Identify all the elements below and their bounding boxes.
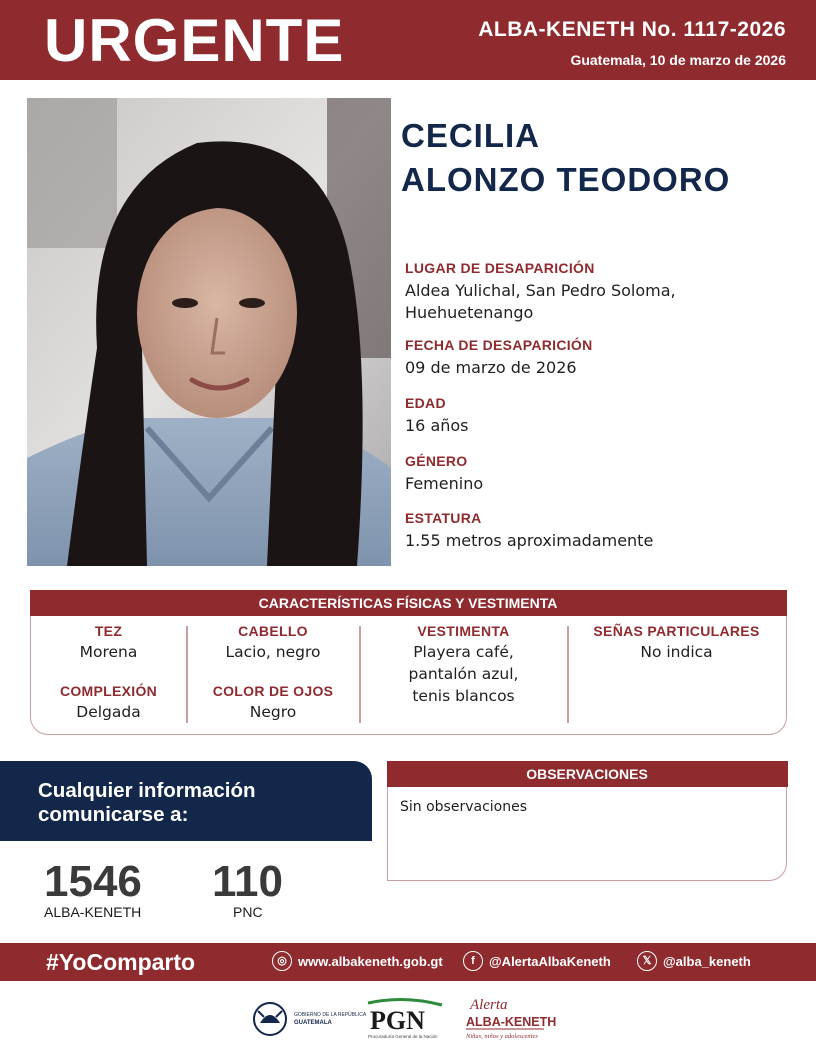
observations-title: OBSERVACIONES bbox=[387, 761, 788, 787]
x-icon: 𝕏 bbox=[637, 951, 657, 971]
info-label: FECHA DE DESAPARICIÓN bbox=[405, 337, 593, 353]
contact-text bbox=[38, 779, 256, 827]
info-value: Femenino bbox=[405, 474, 484, 493]
info-age bbox=[405, 395, 795, 437]
phone-pnc-label: PNC bbox=[233, 904, 263, 920]
web-icon: ◎ bbox=[272, 951, 292, 971]
pgn-text: PGN bbox=[370, 1006, 425, 1035]
alba-keneth-logo bbox=[464, 993, 557, 1043]
ak-alerta: Alerta bbox=[470, 997, 508, 1013]
info-gender bbox=[405, 453, 795, 495]
eye-color-label: COLOR DE OJOS bbox=[212, 683, 334, 699]
clothing-label: VESTIMENTA bbox=[417, 623, 510, 639]
x-text: @alba_keneth bbox=[663, 953, 751, 969]
person-first-name: CECILIA bbox=[401, 117, 540, 154]
gov-line1: GOBIERNO DE LA REPÚBLICA bbox=[294, 1012, 367, 1018]
missing-person-photo bbox=[27, 98, 391, 566]
website-text: www.albakeneth.gob.gt bbox=[298, 953, 443, 969]
facebook-text: @AlertaAlbaKeneth bbox=[489, 953, 611, 969]
clothing-line: tenis blancos bbox=[412, 687, 515, 705]
info-label: GÉNERO bbox=[405, 453, 468, 469]
person-last-name: ALONZO TEODORO bbox=[401, 161, 731, 198]
info-label: ESTATURA bbox=[405, 510, 482, 526]
government-logo bbox=[250, 993, 367, 1043]
contact-line: comunicarse a: bbox=[38, 803, 189, 826]
info-date bbox=[405, 337, 795, 379]
observations-panel bbox=[387, 761, 787, 881]
clothing-line: pantalón azul, bbox=[408, 665, 519, 683]
col-clothing bbox=[361, 623, 566, 707]
col-hair-eyes bbox=[188, 623, 358, 723]
info-value: 16 años bbox=[405, 416, 469, 435]
pgn-sub: Procuraduría General de la Nación bbox=[368, 1034, 438, 1039]
info-height bbox=[405, 510, 795, 552]
complexion-value: Delgada bbox=[76, 703, 141, 721]
clothing-value bbox=[361, 641, 566, 707]
x-link[interactable] bbox=[637, 951, 751, 971]
info-place bbox=[405, 260, 795, 324]
info-value-line: Huehuetenango bbox=[405, 303, 534, 322]
facebook-link[interactable] bbox=[463, 951, 611, 971]
website-link[interactable] bbox=[272, 951, 443, 971]
facebook-icon: f bbox=[463, 951, 483, 971]
characteristics-panel bbox=[30, 590, 787, 735]
info-value-line: Aldea Yulichal, San Pedro Soloma, bbox=[405, 281, 676, 300]
col-marks bbox=[569, 623, 784, 663]
marks-label: SEÑAS PARTICULARES bbox=[593, 623, 760, 639]
tez-value: Morena bbox=[79, 643, 138, 661]
urgent-badge: URGENTE bbox=[44, 7, 345, 74]
complexion-label: COMPLEXIÓN bbox=[59, 683, 158, 699]
pgn-logo bbox=[364, 995, 446, 1041]
header-bar bbox=[0, 0, 816, 80]
phone-alba-keneth[interactable]: 1546 bbox=[44, 857, 142, 906]
hashtag: #YoComparto bbox=[46, 949, 196, 975]
characteristics-title: CARACTERÍSTICAS FÍSICAS Y VESTIMENTA bbox=[30, 590, 787, 616]
logos-row bbox=[0, 993, 816, 1048]
clothing-line: Playera café, bbox=[413, 643, 514, 661]
marks-value: No indica bbox=[640, 643, 713, 661]
phone-alba-keneth-label: ALBA-KENETH bbox=[44, 904, 142, 920]
ak-sub: Niñas, niños y adolescentes bbox=[466, 1033, 538, 1040]
gov-line2: GUATEMALA bbox=[294, 1020, 332, 1026]
place-date: Guatemala, 10 de marzo de 2026 bbox=[570, 52, 786, 68]
alert-number: ALBA-KENETH No. 1117-2026 bbox=[478, 18, 786, 41]
observations-text: Sin observaciones bbox=[400, 799, 528, 815]
hair-value: Lacio, negro bbox=[225, 643, 321, 661]
col-tez-complexion bbox=[31, 623, 186, 723]
info-label: LUGAR DE DESAPARICIÓN bbox=[405, 260, 595, 276]
phone-pnc[interactable]: 110 bbox=[212, 857, 283, 906]
info-value: 1.55 metros aproximadamente bbox=[405, 531, 654, 550]
eye-color-value: Negro bbox=[249, 703, 297, 721]
coat-of-arms-icon bbox=[254, 1003, 286, 1035]
ak-name: ALBA-KENETH bbox=[466, 1015, 557, 1029]
footer-bar bbox=[0, 943, 816, 981]
info-value: 09 de marzo de 2026 bbox=[405, 358, 577, 377]
contact-line: Cualquier información bbox=[38, 779, 256, 802]
tez-label: TEZ bbox=[94, 623, 123, 639]
person-name bbox=[401, 114, 730, 202]
info-value bbox=[405, 280, 795, 324]
info-label: EDAD bbox=[405, 395, 446, 411]
hair-label: CABELLO bbox=[238, 623, 308, 639]
